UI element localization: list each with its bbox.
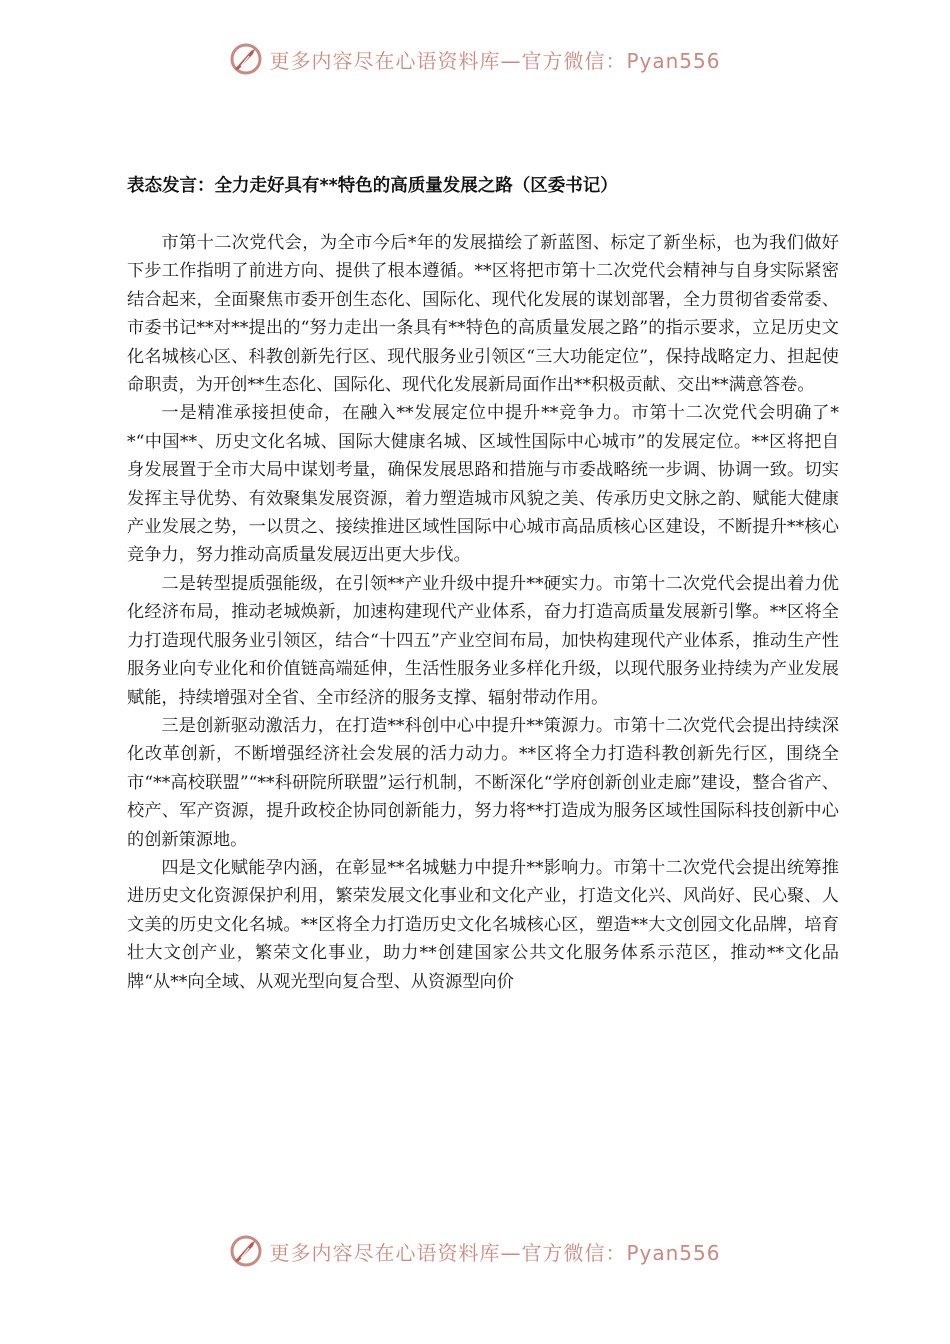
watermark-text: 更多内容尽在心语资料库—官方微信：Pyan556: [269, 1240, 721, 1265]
paragraph-point-3: 三是创新驱动激活力，在打造**科创中心中提升**策源力。市第十二次党代会提出持续深化改革创新，不断增强经济社会发展的活力动力。**区将全力打造科教创新先行区，围绕全市“**高校联盟”“**科研院所联盟”运行机制，不断深化“学府创新创业走廊”建设，整合省产、校产、军产资源，提升政校企协同创新能力，努力将**打造成为服务区域性国际科技创新中心的创新策源地。: [127, 715, 839, 850]
watermark-text: 更多内容尽在心语资料库—官方微信：Pyan556: [269, 48, 721, 73]
document-body: [127, 229, 839, 996]
paragraph-point-2: 二是转型提质强能级，在引领**产业升级中提升**硬实力。市第十二次党代会提出着力优化经济布局，推动老城焕新，加速构建现代产业体系，奋力打造高质量发展新引擎。**区将全力打造现代服务业引领区，结合“十四五”产业空间布局，加快构建现代产业体系，推动生产性服务业向专业化和价值链高端延伸，生活性服务业多样化升级，以现代服务业持续为产业发展赋能，持续增强对全省、全市经济的服务支撑、辐射带动作用。: [127, 573, 839, 708]
quill-logo-icon: [229, 42, 263, 76]
paragraph-point-1: 一是精准承接担使命，在融入**发展定位中提升**竞争力。市第十二次党代会明确了**“中国**、历史文化名城、国际大健康名城、区域性国际中心城市”的发展定位。**区将把自身发展置于全市大局中谋划考量，确保发展思路和措施与市委战略统一步调、协调一致。切实发挥主导优势、有效聚集发展资源，着力塑造城市风貌之美、传承历史文脉之韵、赋能大健康产业发展之势，一以贯之、接续推进区域性国际中心城市高品质核心区建设，不断提升**核心竞争力，努力推动高质量发展迈出更大步伐。: [127, 403, 839, 566]
paragraph-intro: 市第十二次党代会，为全市今后*年的发展描绘了新蓝图、标定了新坐标，也为我们做好下步工作指明了前进方向、提供了根本遵循。**区将把市第十二次党代会精神与自身实际紧密结合起来，全面聚焦市委开创生态化、国际化、现代化发展的谋划部署，全力贯彻省委常委、市委书记**对**提出的“努力走出一条具有**特色的高质量发展之路”的指示要求，立足历史文化名城核心区、科教创新先行区、现代服务业引领区“三大功能定位”，保持战略定力、担起使命职责，为开创**生态化、国际化、现代化发展新局面作出**积极贡献、交出**满意答卷。: [127, 233, 839, 396]
document-title: 表态发言：全力走好具有**特色的高质量发展之路（区委书记）: [127, 176, 618, 196]
header-watermark: [0, 42, 950, 76]
quill-logo-icon: [229, 1234, 263, 1268]
footer-watermark: [0, 1234, 950, 1268]
paragraph-point-4: 四是文化赋能孕内涵，在彰显**名城魅力中提升**影响力。市第十二次党代会提出统筹推进历史文化资源保护利用，繁荣发展文化事业和文化产业，打造文化兴、风尚好、民心聚、人文美的历史文化名城。**区将全力打造历史文化名城核心区，塑造**大文创园文化品牌，培育壮大文创产业，繁荣文化事业，助力**创建国家公共文化服务体系示范区，推动**文化品牌“从**向全域、从观光型向复合型、从资源型向价: [127, 857, 839, 992]
